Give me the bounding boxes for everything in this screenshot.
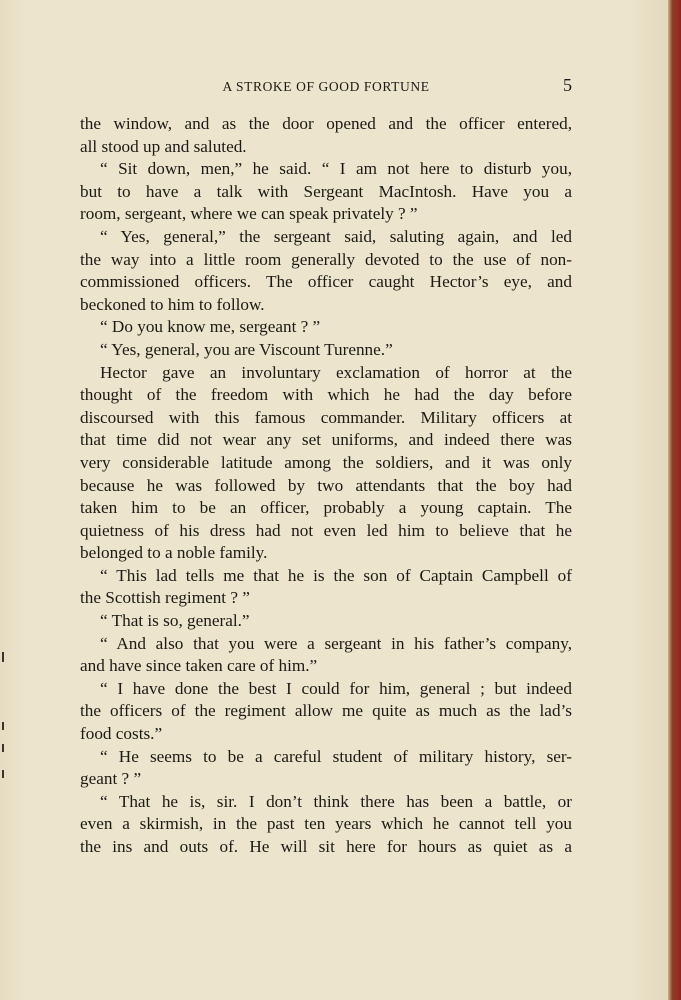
body-text bbox=[80, 113, 572, 859]
text-line: “ He seems to be a careful student of military history, ser- bbox=[100, 746, 572, 766]
text-line: room, sergeant, where we can speak privately ? ” bbox=[80, 204, 418, 224]
text-line: quietness of his dress had not even led him to believe that he bbox=[80, 520, 572, 540]
text-line: and have since taken care of him.” bbox=[80, 656, 318, 676]
text-line: Hector gave an involuntary exclamation of horror at the bbox=[100, 362, 572, 382]
text-line: all stood up and saluted. bbox=[80, 136, 247, 156]
margin-mark bbox=[2, 744, 4, 752]
page-header bbox=[80, 77, 572, 97]
text-line: “ Yes, general, you are Viscount Turenne.” bbox=[100, 339, 393, 359]
margin-mark bbox=[2, 652, 4, 662]
text-line: but to have a talk with Sergeant MacIntosh. Have you a bbox=[80, 181, 572, 201]
text-line: “ Yes, general,” the sergeant said, saluting again, and led bbox=[100, 226, 572, 246]
text-line: beckoned to him to follow. bbox=[80, 294, 265, 314]
text-line: “ And also that you were a sergeant in his father’s company, bbox=[100, 633, 572, 653]
book-edge bbox=[668, 0, 681, 1000]
text-line: belonged to a noble family. bbox=[80, 543, 268, 563]
text-line: “ I have done the best I could for him, general ; but indeed bbox=[100, 678, 572, 698]
text-line: the way into a little room generally devoted to the use of non- bbox=[80, 249, 572, 269]
text-line: “ Do you know me, sergeant ? ” bbox=[100, 317, 321, 337]
text-line: “ That he is, sir. I don’t think there has been a battle, or bbox=[100, 791, 572, 811]
running-title: A STROKE OF GOOD FORTUNE bbox=[222, 79, 430, 94]
text-line: the ins and outs of. He will sit here for hours as quiet as a bbox=[80, 837, 572, 856]
text-line: very considerable latitude among the soldiers, and it was only bbox=[80, 452, 572, 472]
page-number: 5 bbox=[563, 75, 572, 95]
text-line: the Scottish regiment ? ” bbox=[80, 588, 250, 608]
text-line: even a skirmish, in the past ten years which he cannot tell you bbox=[80, 814, 572, 834]
margin-mark bbox=[2, 770, 4, 778]
text-line: taken him to be an officer, probably a young captain. The bbox=[80, 498, 572, 518]
text-line: “ That is so, general.” bbox=[100, 611, 250, 631]
margin-mark bbox=[2, 722, 4, 730]
text-line: food costs.” bbox=[80, 724, 163, 744]
text-line: commissioned officers. The officer caught Hector’s eye, and bbox=[80, 272, 572, 292]
text-line: thought of the freedom with which he had the day before bbox=[80, 385, 572, 405]
text-line: discoursed with this famous commander. Military officers at bbox=[80, 407, 572, 427]
text-line: that time did not wear any set uniforms, and indeed there was bbox=[80, 430, 572, 450]
text-line: the officers of the regiment allow me quite as much as the lad’s bbox=[80, 701, 572, 721]
text-line: “ This lad tells me that he is the son of Captain Campbell of bbox=[100, 565, 572, 585]
text-line: “ Sit down, men,” he said. “ I am not here to disturb you, bbox=[100, 159, 572, 179]
text-line: the window, and as the door opened and the officer entered, bbox=[80, 114, 572, 133]
text-line: because he was followed by two attendants that the boy had bbox=[80, 475, 572, 495]
text-line: geant ? ” bbox=[80, 769, 142, 789]
